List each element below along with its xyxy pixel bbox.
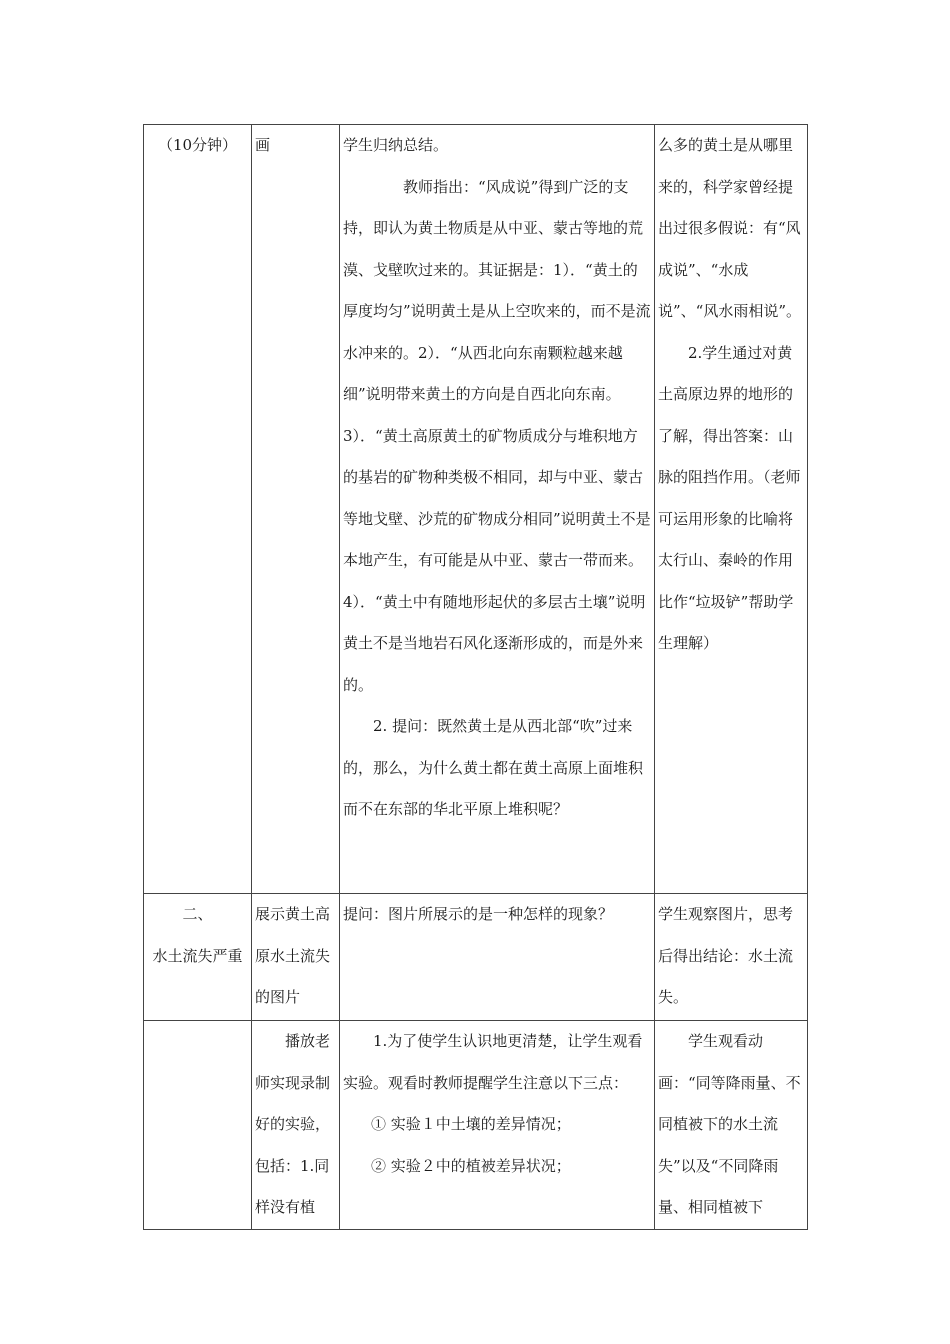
stage-cell (144, 1021, 252, 1230)
table-row (144, 1021, 808, 1230)
activity-cell: 画 (252, 125, 340, 894)
stage-cell (144, 894, 252, 1021)
lesson-plan-page (143, 124, 807, 1230)
stage-number: 二、 (182, 905, 213, 923)
student-paragraph: 么多的黄土是从哪里来的，科学家曾经提出过很多假说：有“风成说”、“水成说”、“风水雨相说”。 (658, 136, 802, 320)
list-item: ① 实验１中土壤的差异情况； (371, 1115, 571, 1133)
lesson-plan-table (143, 124, 808, 1230)
student-activity-cell: 学生观看动画：“同等降雨量、不同植被下的水土流失”以及“不同降雨量、相同植被下 (655, 1021, 808, 1230)
stage-cell: （10分钟） (144, 125, 252, 894)
activity-cell: 展示黄土高原水土流失的图片 (252, 894, 340, 1021)
activity-cell: 播放老师实现录制好的实验，包括：1.同样没有植 (252, 1021, 340, 1230)
teacher-activity-cell (340, 1021, 655, 1230)
teacher-paragraph: 学生归纳总结。 (343, 136, 449, 154)
student-paragraph: 2.学生通过对黄土高原边界的地形的了解，得出答案：山脉的阻挡作用。（老师可运用形象的比喻将太行山、秦岭的作用比作“垃圾铲”帮助学生理解） (658, 343, 801, 652)
list-item: ② 实验２中的植被差异状况； (371, 1156, 571, 1175)
student-activity-cell: 学生观察图片，思考后得出结论：水土流失。 (655, 894, 808, 1021)
stage-title: 水土流失严重 (152, 946, 243, 965)
teacher-paragraph: 2. 提问：既然黄土是从西北部“吹”过来的，那么，为什么黄土都在黄土高原上面堆积而不在东部的华北平原上堆积呢？ (343, 717, 644, 818)
teacher-activity-cell: 提问：图片所展示的是一种怎样的现象？ (340, 894, 655, 1021)
teacher-paragraph: 1.为了使学生认识地更清楚，让学生观看实验。观看时教师提醒学生注意以下三点： (343, 1032, 643, 1092)
student-activity-cell (655, 125, 808, 894)
table-row (144, 894, 808, 1021)
table-row (144, 125, 808, 894)
teacher-activity-cell (340, 125, 655, 894)
teacher-paragraph: 教师指出：“风成说”得到广泛的支持，即认为黄土物质是从中亚、蒙古等地的荒漠、戈壁吹过来的。其证据是：1）．“黄土的厚度均匀”说明黄土是从上空吹来的，而不是流水冲来的。2）．“从西北向东南颗粒越来越细”说明带来黄土的方向是自西北向东南。3）．“黄土高原黄土的矿物质成分与堆积地方的基岩的矿物种类极不相同，却与中亚、蒙古等地戈壁、沙荒的矿物成分相同”说明黄土不是本地产生，有可能是从中亚、蒙古一带而来。4）．“黄土中有随地形起伏的多层古土壤”说明黄土不是当地岩石风化逐渐形成的，而是外来的。 (343, 177, 651, 694)
